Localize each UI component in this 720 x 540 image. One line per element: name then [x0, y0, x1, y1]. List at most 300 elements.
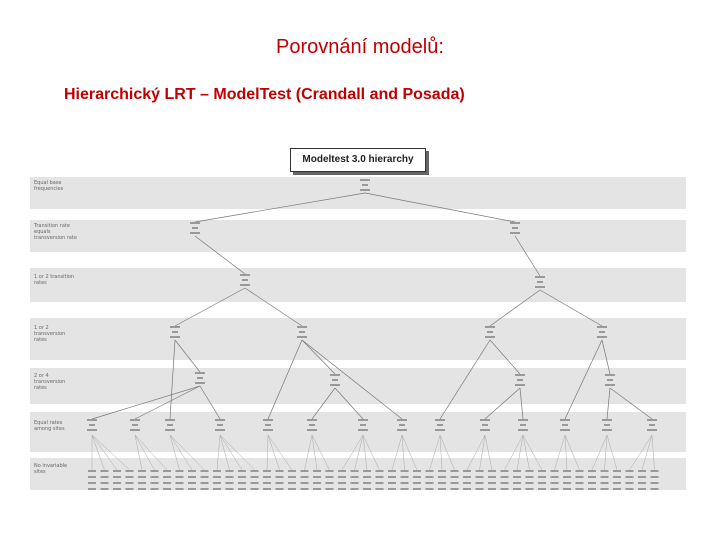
- leaf-edge: [92, 435, 130, 470]
- tree-node-mark: [263, 419, 273, 421]
- leaf-mark: [351, 482, 359, 484]
- leaf-mark: [588, 482, 596, 484]
- leaf-mark: [363, 488, 371, 490]
- leaf-mark: [601, 488, 609, 490]
- tree-node-mark: [240, 274, 250, 276]
- tree-node-mark: [537, 281, 543, 283]
- leaf-mark: [226, 470, 234, 472]
- leaf-mark: [351, 476, 359, 478]
- leaf-mark: [438, 476, 446, 478]
- leaf-mark: [538, 476, 546, 478]
- leaf-mark: [638, 488, 646, 490]
- leaf-mark: [251, 476, 259, 478]
- tree-edge: [602, 340, 610, 374]
- leaf-mark: [126, 488, 134, 490]
- leaf-mark: [313, 482, 321, 484]
- tree-node-mark: [130, 419, 140, 421]
- tree-node-mark: [605, 374, 615, 376]
- leaf-mark: [276, 488, 284, 490]
- leaf-mark: [138, 476, 146, 478]
- leaf-mark: [413, 470, 421, 472]
- leaf-mark: [526, 482, 534, 484]
- tree-node-mark: [604, 424, 610, 426]
- leaf-mark: [526, 476, 534, 478]
- leaf-mark: [176, 482, 184, 484]
- tree-node-mark: [480, 429, 490, 431]
- leaf-mark: [588, 470, 596, 472]
- tree-edge: [92, 386, 200, 419]
- leaf-mark: [513, 482, 521, 484]
- leaf-mark: [463, 470, 471, 472]
- tree-node-mark: [482, 424, 488, 426]
- tree-node-mark: [485, 336, 495, 338]
- leaf-edge: [363, 435, 367, 470]
- row-label: No invariable sites: [34, 463, 68, 475]
- leaf-mark: [488, 476, 496, 478]
- leaf-mark: [451, 482, 459, 484]
- leaf-mark: [538, 482, 546, 484]
- tree-node-mark: [647, 429, 657, 431]
- tree-edge: [268, 340, 302, 419]
- tree-node-mark: [647, 419, 657, 421]
- tree-node-mark: [165, 429, 175, 431]
- leaf-mark: [338, 470, 346, 472]
- leaf-mark: [501, 482, 509, 484]
- leaf-mark: [513, 470, 521, 472]
- leaf-mark: [176, 476, 184, 478]
- leaf-mark: [526, 470, 534, 472]
- tree-node-mark: [362, 184, 368, 186]
- tree-edge: [607, 388, 610, 419]
- leaf-mark: [263, 470, 271, 472]
- leaf-mark: [651, 482, 659, 484]
- tree-node-mark: [437, 424, 443, 426]
- tree-node-mark: [195, 372, 205, 374]
- leaf-mark: [201, 470, 209, 472]
- leaf-mark: [176, 470, 184, 472]
- leaf-mark: [551, 488, 559, 490]
- tree-node-mark: [358, 419, 368, 421]
- leaf-mark: [438, 470, 446, 472]
- leaf-mark: [576, 470, 584, 472]
- leaf-mark: [238, 482, 246, 484]
- leaf-mark: [213, 470, 221, 472]
- leaf-mark: [301, 488, 309, 490]
- tree-edge: [312, 388, 335, 419]
- tree-edge: [520, 388, 523, 419]
- leaf-mark: [438, 482, 446, 484]
- tree-edge: [135, 386, 200, 419]
- leaf-mark: [326, 488, 334, 490]
- leaf-mark: [138, 470, 146, 472]
- leaf-mark: [526, 488, 534, 490]
- leaf-edge: [642, 435, 652, 470]
- leaf-mark: [251, 470, 259, 472]
- leaf-mark: [376, 470, 384, 472]
- leaf-mark: [326, 482, 334, 484]
- leaf-mark: [188, 470, 196, 472]
- leaf-mark: [638, 482, 646, 484]
- leaf-mark: [338, 476, 346, 478]
- leaf-mark: [113, 470, 121, 472]
- tree-node-mark: [512, 227, 518, 229]
- tree-edge: [302, 340, 335, 374]
- leaf-mark: [388, 476, 396, 478]
- tree-node-mark: [358, 429, 368, 431]
- leaf-mark: [238, 476, 246, 478]
- tree-node-mark: [599, 331, 605, 333]
- slide-subtitle: Hierarchický LRT – ModelTest (Crandall and Posada): [64, 86, 465, 103]
- tree-node-mark: [597, 336, 607, 338]
- leaf-mark: [576, 476, 584, 478]
- tree-node-mark: [172, 331, 178, 333]
- tree-node-mark: [560, 419, 570, 421]
- leaf-edge: [170, 435, 192, 470]
- leaf-mark: [288, 488, 296, 490]
- leaf-mark: [613, 482, 621, 484]
- leaf-edge: [523, 435, 542, 470]
- hierarchy-figure: [30, 140, 690, 520]
- leaf-mark: [513, 476, 521, 478]
- leaf-mark: [376, 488, 384, 490]
- tree-edge: [540, 290, 602, 326]
- row-label: 1 or 2 transversion rates: [34, 325, 66, 343]
- tree-node-mark: [89, 424, 95, 426]
- tree-node-mark: [130, 429, 140, 431]
- leaf-mark: [113, 488, 121, 490]
- tree-node-mark: [360, 424, 366, 426]
- leaf-mark: [338, 488, 346, 490]
- leaf-mark: [201, 482, 209, 484]
- leaf-mark: [463, 476, 471, 478]
- tree-node-mark: [562, 424, 568, 426]
- leaf-mark: [201, 476, 209, 478]
- row-label: Equal base frequencies: [34, 180, 64, 192]
- tree-node-mark: [399, 424, 405, 426]
- tree-node-mark: [510, 222, 520, 224]
- leaf-mark: [288, 482, 296, 484]
- leaf-mark: [101, 482, 109, 484]
- leaf-mark: [113, 482, 121, 484]
- row-label: Equal rates among sites: [34, 420, 65, 432]
- leaf-mark: [301, 482, 309, 484]
- tree-node-mark: [265, 424, 271, 426]
- tree-edge: [485, 388, 520, 419]
- leaf-mark: [301, 476, 309, 478]
- leaf-edge: [267, 435, 268, 470]
- leaf-edge: [220, 435, 242, 470]
- leaf-mark: [426, 488, 434, 490]
- leaf-edge: [135, 435, 155, 470]
- leaf-mark: [88, 488, 96, 490]
- leaf-edge: [135, 435, 167, 470]
- tree-edge: [440, 340, 490, 419]
- leaf-mark: [626, 488, 634, 490]
- tree-node-mark: [217, 424, 223, 426]
- tree-edge: [335, 388, 363, 419]
- leaf-mark: [188, 488, 196, 490]
- tree-node-mark: [190, 232, 200, 234]
- leaf-edge: [268, 435, 280, 470]
- leaf-mark: [401, 476, 409, 478]
- leaf-mark: [476, 470, 484, 472]
- tree-node-mark: [240, 284, 250, 286]
- leaf-mark: [401, 470, 409, 472]
- tree-edge: [490, 290, 540, 326]
- leaf-mark: [363, 470, 371, 472]
- leaf-edge: [92, 435, 105, 470]
- leaf-mark: [238, 470, 246, 472]
- tree-node-mark: [170, 326, 180, 328]
- leaf-mark: [313, 488, 321, 490]
- tree-edge: [490, 340, 520, 374]
- tree-edge: [245, 288, 302, 326]
- leaf-mark: [413, 476, 421, 478]
- leaf-mark: [551, 482, 559, 484]
- leaf-mark: [138, 488, 146, 490]
- leaf-mark: [313, 476, 321, 478]
- leaf-edge: [440, 435, 442, 470]
- figure-title: Modeltest 3.0 hierarchy: [290, 148, 426, 172]
- leaf-mark: [251, 482, 259, 484]
- leaf-mark: [438, 488, 446, 490]
- leaf-mark: [113, 476, 121, 478]
- leaf-mark: [226, 476, 234, 478]
- leaf-mark: [263, 476, 271, 478]
- tree-node-mark: [330, 384, 340, 386]
- leaf-edge: [268, 435, 292, 470]
- leaf-mark: [613, 488, 621, 490]
- leaf-mark: [651, 476, 659, 478]
- tree-node-mark: [487, 331, 493, 333]
- leaf-mark: [388, 482, 396, 484]
- tree-edge: [195, 236, 245, 274]
- leaf-mark: [163, 470, 171, 472]
- leaf-edge: [485, 435, 492, 470]
- tree-edge: [515, 236, 540, 276]
- leaf-mark: [313, 470, 321, 472]
- leaf-mark: [176, 488, 184, 490]
- tree-node-mark: [309, 424, 315, 426]
- leaf-mark: [576, 482, 584, 484]
- leaf-mark: [376, 482, 384, 484]
- leaf-mark: [488, 482, 496, 484]
- tree-node-mark: [435, 429, 445, 431]
- leaf-mark: [276, 476, 284, 478]
- leaf-mark: [388, 488, 396, 490]
- leaf-mark: [151, 470, 159, 472]
- leaf-mark: [188, 476, 196, 478]
- leaf-mark: [238, 488, 246, 490]
- leaf-mark: [563, 482, 571, 484]
- leaf-mark: [613, 470, 621, 472]
- tree-node-mark: [535, 286, 545, 288]
- leaf-mark: [588, 488, 596, 490]
- tree-node-mark: [87, 429, 97, 431]
- leaf-mark: [463, 488, 471, 490]
- tree-node-mark: [192, 227, 198, 229]
- leaf-edge: [392, 435, 402, 470]
- tree-edge: [170, 340, 175, 419]
- leaf-mark: [563, 470, 571, 472]
- tree-node-mark: [602, 429, 612, 431]
- tree-edge: [565, 340, 602, 419]
- tree-edge: [610, 388, 652, 419]
- leaf-mark: [88, 476, 96, 478]
- leaf-mark: [376, 476, 384, 478]
- leaf-mark: [326, 470, 334, 472]
- leaf-mark: [88, 470, 96, 472]
- leaf-mark: [213, 482, 221, 484]
- leaf-edge: [92, 435, 117, 470]
- leaf-mark: [351, 470, 359, 472]
- leaf-mark: [651, 470, 659, 472]
- leaf-mark: [163, 482, 171, 484]
- leaf-edge: [630, 435, 653, 470]
- leaf-edge: [355, 435, 364, 470]
- leaf-mark: [413, 488, 421, 490]
- leaf-mark: [476, 488, 484, 490]
- hierarchy-tree: [30, 140, 690, 520]
- leaf-mark: [426, 482, 434, 484]
- leaf-mark: [213, 476, 221, 478]
- leaf-mark: [626, 476, 634, 478]
- leaf-mark: [163, 476, 171, 478]
- leaf-mark: [638, 470, 646, 472]
- leaf-mark: [101, 488, 109, 490]
- leaf-mark: [563, 476, 571, 478]
- tree-node-mark: [518, 429, 528, 431]
- tree-node-mark: [397, 419, 407, 421]
- tree-node-mark: [307, 429, 317, 431]
- leaf-mark: [551, 476, 559, 478]
- leaf-edge: [170, 435, 180, 470]
- leaf-edge: [523, 435, 530, 470]
- tree-node-mark: [485, 326, 495, 328]
- leaf-mark: [476, 482, 484, 484]
- tree-node-mark: [299, 331, 305, 333]
- tree-node-mark: [263, 429, 273, 431]
- leaf-mark: [501, 488, 509, 490]
- leaf-mark: [276, 482, 284, 484]
- leaf-mark: [288, 470, 296, 472]
- leaf-edge: [430, 435, 441, 470]
- tree-node-mark: [167, 424, 173, 426]
- leaf-mark: [488, 488, 496, 490]
- leaf-mark: [326, 476, 334, 478]
- leaf-mark: [601, 470, 609, 472]
- leaf-edge: [220, 435, 230, 470]
- leaf-mark: [151, 488, 159, 490]
- leaf-mark: [513, 488, 521, 490]
- leaf-mark: [213, 488, 221, 490]
- tree-node-mark: [360, 189, 370, 191]
- leaf-edge: [135, 435, 142, 470]
- leaf-mark: [488, 470, 496, 472]
- tree-node-mark: [297, 336, 307, 338]
- tree-node-mark: [510, 232, 520, 234]
- leaf-mark: [626, 470, 634, 472]
- tree-edge: [195, 193, 365, 222]
- tree-node-mark: [170, 336, 180, 338]
- leaf-mark: [163, 488, 171, 490]
- tree-node-mark: [597, 326, 607, 328]
- leaf-edge: [363, 435, 380, 470]
- tree-node-mark: [165, 419, 175, 421]
- leaf-mark: [138, 482, 146, 484]
- leaf-mark: [601, 482, 609, 484]
- leaf-mark: [501, 476, 509, 478]
- leaf-mark: [601, 476, 609, 478]
- leaf-mark: [463, 482, 471, 484]
- leaf-mark: [626, 482, 634, 484]
- tree-node-mark: [517, 379, 523, 381]
- tree-node-mark: [649, 424, 655, 426]
- leaf-mark: [613, 476, 621, 478]
- tree-edge: [175, 340, 200, 372]
- tree-node-mark: [197, 377, 203, 379]
- leaf-edge: [555, 435, 566, 470]
- leaf-mark: [126, 476, 134, 478]
- tree-node-mark: [518, 419, 528, 421]
- tree-node-mark: [307, 419, 317, 421]
- leaf-edge: [607, 435, 617, 470]
- leaf-mark: [201, 488, 209, 490]
- leaf-mark: [538, 470, 546, 472]
- tree-node-mark: [360, 179, 370, 181]
- tree-node-mark: [330, 374, 340, 376]
- tree-node-mark: [605, 384, 615, 386]
- leaf-mark: [126, 470, 134, 472]
- leaf-mark: [576, 488, 584, 490]
- leaf-mark: [226, 482, 234, 484]
- leaf-mark: [263, 488, 271, 490]
- leaf-mark: [426, 476, 434, 478]
- leaf-mark: [351, 488, 359, 490]
- tree-node-mark: [87, 419, 97, 421]
- leaf-mark: [363, 482, 371, 484]
- tree-node-mark: [215, 429, 225, 431]
- leaf-mark: [338, 482, 346, 484]
- leaf-edge: [565, 435, 580, 470]
- leaf-mark: [363, 476, 371, 478]
- row-label: 2 or 4 transversion rates: [34, 373, 66, 391]
- tree-node-mark: [535, 276, 545, 278]
- leaf-edge: [170, 435, 205, 470]
- tree-node-mark: [397, 429, 407, 431]
- row-label: 1 or 2 transition rates: [34, 274, 75, 286]
- leaf-mark: [151, 476, 159, 478]
- row-label: Transition rate equals transversion rate: [34, 223, 77, 241]
- tree-edge: [200, 386, 220, 419]
- leaf-mark: [538, 488, 546, 490]
- leaf-mark: [451, 476, 459, 478]
- leaf-edge: [565, 435, 567, 470]
- leaf-mark: [263, 482, 271, 484]
- tree-node-mark: [602, 419, 612, 421]
- tree-node-mark: [520, 424, 526, 426]
- tree-node-mark: [480, 419, 490, 421]
- leaf-mark: [401, 488, 409, 490]
- leaf-mark: [276, 470, 284, 472]
- leaf-mark: [451, 488, 459, 490]
- leaf-mark: [651, 488, 659, 490]
- leaf-mark: [226, 488, 234, 490]
- tree-edge: [175, 288, 245, 326]
- tree-node-mark: [215, 419, 225, 421]
- leaf-mark: [301, 470, 309, 472]
- tree-node-mark: [297, 326, 307, 328]
